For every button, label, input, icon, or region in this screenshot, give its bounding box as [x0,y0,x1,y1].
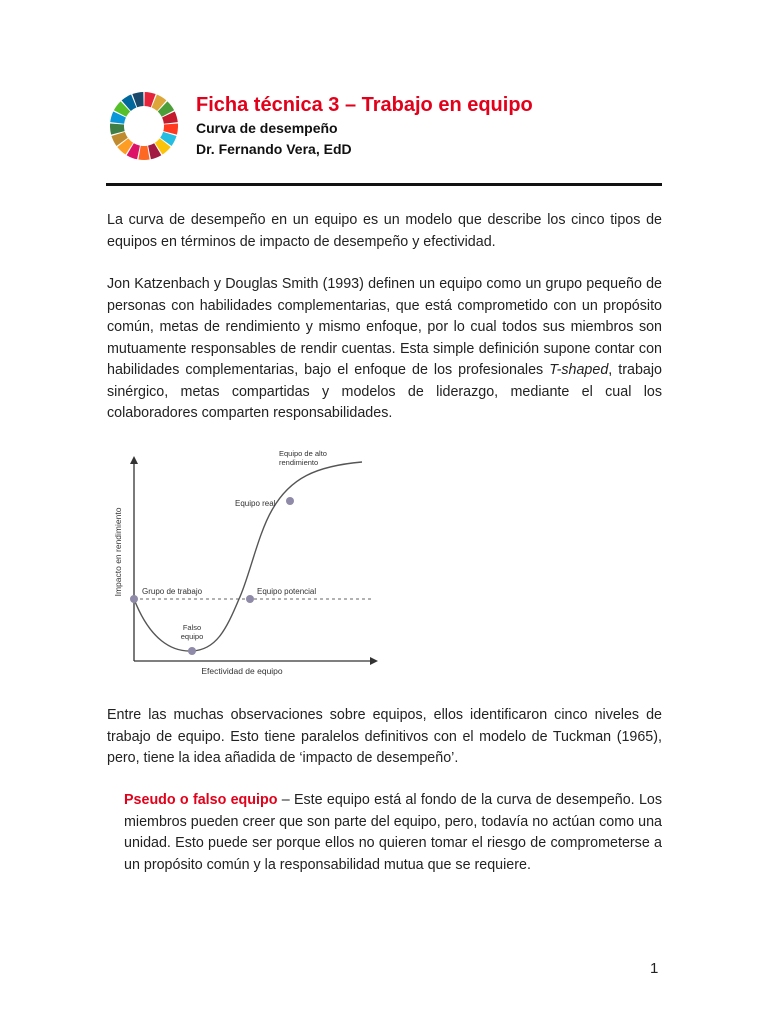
point-equipo-potencial [246,595,254,603]
label-falso-equipo-line1: Falso [182,623,202,632]
paragraph-definition-part2: , trabajo sinérgico, metas compartidas y modelos de liderazgo, mediante el cual los colaboradores comparten responsabilidades. [107,362,662,421]
point-grupo-de-trabajo [130,595,138,603]
paragraph-definition-part1: Jon Katzenbach y Douglas Smith (1993) definen un equipo como un grupo pequeño de personas con habilidades complementarias, que está comprometido con un propósito común, metas de rendimiento y mismo enfoque, por lo cual todos sus miembros son mutuamente responsables de rendir cuentas. Esta simple definición supone contar con habilidades complementarias, bajo el enfoque de los profesionales [107,276,662,378]
document-subtitle: Curva de desempeño [196,120,338,136]
x-axis-label: Efectividad de equipo [201,666,283,676]
page-number: 1 [650,960,659,977]
y-axis-label: Impacto en rendimiento [113,507,123,597]
pseudo-team-term: Pseudo o falso equipo [124,792,278,808]
t-shaped-term: T-shaped [549,362,609,378]
document-header [104,88,664,168]
document-title: Ficha técnica 3 – Trabajo en equipo [196,94,533,116]
label-alto-rendimiento-line2: rendimiento [279,458,319,467]
document-author: Dr. Fernando Vera, EdD [196,141,352,157]
label-equipo-potencial: Equipo potencial [257,587,317,596]
point-equipo-real [286,497,294,505]
x-axis-arrow [370,657,378,665]
label-falso-equipo-line2: equipo [180,632,204,641]
header-titles [196,92,533,160]
sdg-wheel-segment [138,146,149,160]
performance-curve-chart [108,440,380,680]
y-axis-arrow [130,456,138,464]
paragraph-definition [107,274,662,425]
point-falso-equipo [188,647,196,655]
pseudo-team-description: – Este equipo está al fondo de la curva de desempeño. Los miembros pueden creer que son parte del equipo, pero, todavía no actúan como una unidad. Esto puede ser porque ellos no quieren tomar el riesgo de comprometerse a un propósito común y la responsabilidad mutua que se requiere. [124,792,662,873]
paragraph-pseudo-team [124,790,662,876]
label-grupo-de-trabajo: Grupo de trabajo [142,587,203,596]
paragraph-intro: La curva de desempeño en un equipo es un modelo que describe los cinco tipos de equipos en términos de impacto de desempeño y efectividad. [107,212,662,250]
paragraph-levels: Entre las muchas observaciones sobre equipos, ellos identificaron cinco niveles de trabajo de equipo. Esto tiene paralelos definitivos con el modelo de Tuckman (1965), pero, tiene la idea añadida de ‘impacto de desempeño’. [107,707,662,766]
header-divider [106,183,662,186]
label-equipo-real: Equipo real [235,499,276,508]
label-alto-rendimiento-line1: Equipo de alto [279,449,327,458]
sdg-wheel-logo [104,90,184,162]
performance-curve [134,462,362,651]
